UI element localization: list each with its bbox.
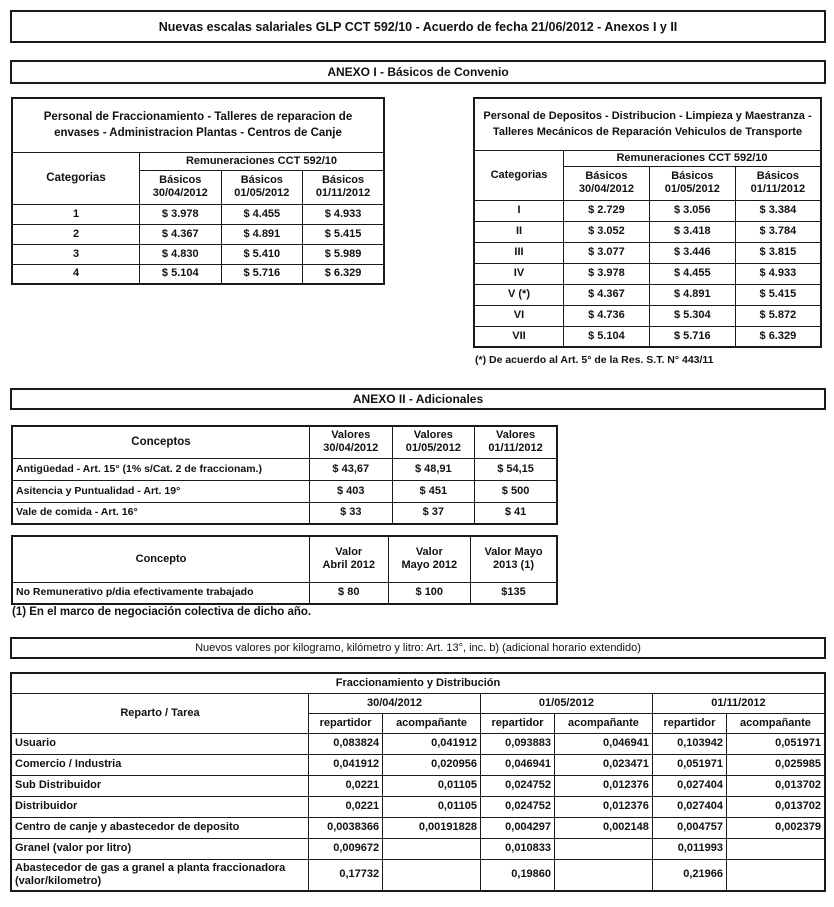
- date-header: 01/05/2012: [480, 693, 652, 713]
- value-cell: 0,01105: [383, 796, 481, 817]
- category-cell: I: [474, 200, 564, 221]
- value-cell: 0,051971: [652, 754, 726, 775]
- table-row: [474, 305, 821, 326]
- value-cell: $ 48,91: [392, 458, 475, 480]
- value-cell: $ 43,67: [310, 458, 393, 480]
- col-header: Básicos 30/04/2012: [140, 170, 222, 204]
- value-cell: $ 5.410: [221, 244, 303, 264]
- anexo2-header-box: [10, 388, 826, 410]
- category-cell: 4: [12, 264, 140, 284]
- anexo2-header: ANEXO II - Adicionales: [352, 392, 484, 406]
- category-cell: III: [474, 242, 564, 263]
- subheader-repartidor: repartidor: [309, 713, 383, 733]
- no-remunerativo-table: [11, 535, 558, 605]
- value-cell: $ 5.716: [649, 326, 735, 347]
- value-cell: 0,010833: [480, 838, 554, 859]
- value-cell: 0,046941: [480, 754, 554, 775]
- value-cell: $ 4.455: [221, 204, 303, 224]
- value-cell: $ 4.891: [221, 224, 303, 244]
- table-row: [474, 263, 821, 284]
- table-row: [474, 284, 821, 305]
- value-cell: $ 4.933: [735, 263, 821, 284]
- value-cell: $ 5.304: [649, 305, 735, 326]
- category-cell: 2: [12, 224, 140, 244]
- date-header: 30/04/2012: [309, 693, 481, 713]
- footnote-negociacion: (1) En el marco de negociación colectiva de dicho año.: [12, 606, 312, 618]
- task-cell: Granel (valor por litro): [11, 838, 309, 859]
- table-row: [11, 733, 825, 754]
- value-cell: $ 3.077: [564, 242, 650, 263]
- table-row: [474, 221, 821, 242]
- col-header: Básicos 01/05/2012: [649, 166, 735, 200]
- table-row: [11, 754, 825, 775]
- value-cell: 0,002379: [726, 817, 825, 838]
- value-cell: $ 6.329: [303, 264, 384, 284]
- value-cell: 0,027404: [652, 796, 726, 817]
- category-cell: IV: [474, 263, 564, 284]
- group-header-remuneraciones: Remuneraciones CCT 592/10: [564, 150, 822, 166]
- value-cell: 0,041912: [383, 733, 481, 754]
- table-row: [11, 796, 825, 817]
- value-cell: 0,0221: [309, 775, 383, 796]
- value-cell: [383, 859, 481, 891]
- category-cell: VII: [474, 326, 564, 347]
- col-header: Básicos 30/04/2012: [564, 166, 650, 200]
- col-header: Básicos 01/11/2012: [303, 170, 384, 204]
- value-cell: $ 500: [475, 480, 557, 502]
- col-header: Valor Mayo 2012: [388, 536, 471, 582]
- value-cell: 0,027404: [652, 775, 726, 796]
- task-cell: Sub Distribuidor: [11, 775, 309, 796]
- art13-header-box: [10, 637, 826, 659]
- value-cell: $ 4.736: [564, 305, 650, 326]
- value-cell: $ 5.989: [303, 244, 384, 264]
- value-cell: 0,025985: [726, 754, 825, 775]
- subheader-acompanante: acompañante: [383, 713, 481, 733]
- value-cell: $ 3.418: [649, 221, 735, 242]
- table-row: [474, 242, 821, 263]
- value-cell: 0,023471: [555, 754, 653, 775]
- value-cell: $ 5.104: [564, 326, 650, 347]
- table-row: [11, 838, 825, 859]
- table-row: [12, 204, 384, 224]
- table-row: [12, 502, 557, 524]
- value-cell: 0,0038366: [309, 817, 383, 838]
- subheader-acompanante: acompañante: [726, 713, 825, 733]
- task-cell: Centro de canje y abastecedor de deposito: [11, 817, 309, 838]
- concept-cell: No Remunerativo p/dia efectivamente trabajado: [12, 582, 310, 604]
- value-cell: $ 4.367: [140, 224, 222, 244]
- table-row: [11, 817, 825, 838]
- value-cell: 0,013702: [726, 796, 825, 817]
- subheader-acompanante: acompañante: [555, 713, 653, 733]
- col-header-conceptos: Conceptos: [12, 426, 310, 458]
- value-cell: $ 80: [310, 582, 389, 604]
- col-header-reparto-tarea: Reparto / Tarea: [11, 693, 309, 733]
- value-cell: $ 5.415: [735, 284, 821, 305]
- document-title-box: [10, 10, 826, 43]
- value-cell: [726, 859, 825, 891]
- concept-cell: Asitencia y Puntualidad - Art. 19°: [12, 480, 310, 502]
- value-cell: $ 3.384: [735, 200, 821, 221]
- table-row: [12, 264, 384, 284]
- value-cell: $ 4.933: [303, 204, 384, 224]
- value-cell: $ 451: [392, 480, 475, 502]
- group-header-remuneraciones: Remuneraciones CCT 592/10: [140, 152, 385, 170]
- value-cell: 0,00191828: [383, 817, 481, 838]
- value-cell: 0,046941: [555, 733, 653, 754]
- value-cell: $ 33: [310, 502, 393, 524]
- task-cell: Abastecedor de gas a granel a planta fraccionadora (valor/kilometro): [11, 859, 309, 891]
- table-row: [12, 582, 557, 604]
- category-cell: 3: [12, 244, 140, 264]
- value-cell: 0,17732: [309, 859, 383, 891]
- value-cell: $ 4.891: [649, 284, 735, 305]
- value-cell: $ 6.329: [735, 326, 821, 347]
- value-cell: $ 403: [310, 480, 393, 502]
- value-cell: [555, 838, 653, 859]
- table-row: [11, 775, 825, 796]
- art13-header: Nuevos valores por kilogramo, kilómetro y litro: Art. 13°, inc. b) (adicional horario extendido): [195, 642, 641, 654]
- value-cell: [555, 859, 653, 891]
- subheader-repartidor: repartidor: [480, 713, 554, 733]
- fraccionamiento-basicos-table: [11, 97, 385, 285]
- category-cell: V (*): [474, 284, 564, 305]
- value-cell: 0,21966: [652, 859, 726, 891]
- value-cell: 0,0221: [309, 796, 383, 817]
- task-cell: Comercio / Industria: [11, 754, 309, 775]
- table-row: [12, 480, 557, 502]
- task-cell: Distribuidor: [11, 796, 309, 817]
- col-header: Valores 01/11/2012: [475, 426, 557, 458]
- table-row: [11, 859, 825, 891]
- value-cell: $ 5.872: [735, 305, 821, 326]
- value-cell: $ 4.367: [564, 284, 650, 305]
- table-row: [12, 224, 384, 244]
- value-cell: $ 5.716: [221, 264, 303, 284]
- category-cell: II: [474, 221, 564, 242]
- value-cell: 0,002148: [555, 817, 653, 838]
- value-cell: $ 54,15: [475, 458, 557, 480]
- value-cell: $ 100: [388, 582, 471, 604]
- depositos-basicos-table: [473, 97, 822, 348]
- document-title: Nuevas escalas salariales GLP CCT 592/10 - Acuerdo de fecha 21/06/2012 - Anexos I y II: [158, 19, 678, 34]
- value-cell: [383, 838, 481, 859]
- anexo1-header: ANEXO I - Básicos de Convenio: [327, 65, 509, 79]
- value-cell: $ 5.104: [140, 264, 222, 284]
- date-header: 01/11/2012: [652, 693, 825, 713]
- value-cell: 0,01105: [383, 775, 481, 796]
- col-header: Básicos 01/05/2012: [221, 170, 303, 204]
- value-cell: $ 3.056: [649, 200, 735, 221]
- value-cell: $ 3.784: [735, 221, 821, 242]
- footnote-res-st: (*) De acuerdo al Art. 5° de la Res. S.T. N° 443/11: [475, 354, 714, 366]
- table-title: Personal de Depositos - Distribucion - Limpieza y Maestranza - Talleres Mecánicos de Reparación Vehiculos de Transporte: [474, 98, 821, 150]
- value-cell: $ 4.455: [649, 263, 735, 284]
- value-cell: $135: [471, 582, 557, 604]
- adicionales-table: [11, 425, 558, 525]
- col-header: Valores 30/04/2012: [310, 426, 393, 458]
- value-cell: 0,19860: [480, 859, 554, 891]
- value-cell: 0,012376: [555, 775, 653, 796]
- value-cell: 0,011993: [652, 838, 726, 859]
- value-cell: 0,004757: [652, 817, 726, 838]
- value-cell: 0,004297: [480, 817, 554, 838]
- col-header-concepto: Concepto: [12, 536, 310, 582]
- value-cell: 0,093883: [480, 733, 554, 754]
- value-cell: $ 4.830: [140, 244, 222, 264]
- value-cell: 0,020956: [383, 754, 481, 775]
- value-cell: $ 3.978: [140, 204, 222, 224]
- value-cell: 0,012376: [555, 796, 653, 817]
- value-cell: $ 2.729: [564, 200, 650, 221]
- table-title: Fraccionamiento y Distribución: [11, 673, 825, 693]
- col-header: Valor Abril 2012: [310, 536, 389, 582]
- task-cell: Usuario: [11, 733, 309, 754]
- category-cell: 1: [12, 204, 140, 224]
- value-cell: $ 3.446: [649, 242, 735, 263]
- col-header-categorias: Categorias: [12, 152, 140, 204]
- subheader-repartidor: repartidor: [652, 713, 726, 733]
- value-cell: $ 41: [475, 502, 557, 524]
- col-header-categorias: Categorias: [474, 150, 564, 200]
- table-row: [474, 326, 821, 347]
- col-header: Valores 01/05/2012: [392, 426, 475, 458]
- value-cell: 0,041912: [309, 754, 383, 775]
- value-cell: 0,009672: [309, 838, 383, 859]
- col-header: Básicos 01/11/2012: [735, 166, 821, 200]
- table-row: [12, 244, 384, 264]
- value-cell: 0,024752: [480, 796, 554, 817]
- value-cell: $ 3.052: [564, 221, 650, 242]
- col-header: Valor Mayo 2013 (1): [471, 536, 557, 582]
- fraccionamiento-distribucion-table: [10, 672, 826, 892]
- table-title: Personal de Fraccionamiento - Talleres de reparacion de envases - Administracion Plantas - Centros de Canje: [12, 98, 384, 152]
- concept-cell: Vale de comida - Art. 16°: [12, 502, 310, 524]
- category-cell: VI: [474, 305, 564, 326]
- value-cell: 0,083824: [309, 733, 383, 754]
- table-row: [12, 458, 557, 480]
- value-cell: $ 3.815: [735, 242, 821, 263]
- value-cell: 0,024752: [480, 775, 554, 796]
- anexo1-header-box: [10, 60, 826, 84]
- value-cell: $ 37: [392, 502, 475, 524]
- concept-cell: Antigüedad - Art. 15° (1% s/Cat. 2 de fraccionam.): [12, 458, 310, 480]
- value-cell: 0,051971: [726, 733, 825, 754]
- value-cell: $ 5.415: [303, 224, 384, 244]
- value-cell: 0,013702: [726, 775, 825, 796]
- value-cell: 0,103942: [652, 733, 726, 754]
- value-cell: [726, 838, 825, 859]
- table-row: [474, 200, 821, 221]
- value-cell: $ 3.978: [564, 263, 650, 284]
